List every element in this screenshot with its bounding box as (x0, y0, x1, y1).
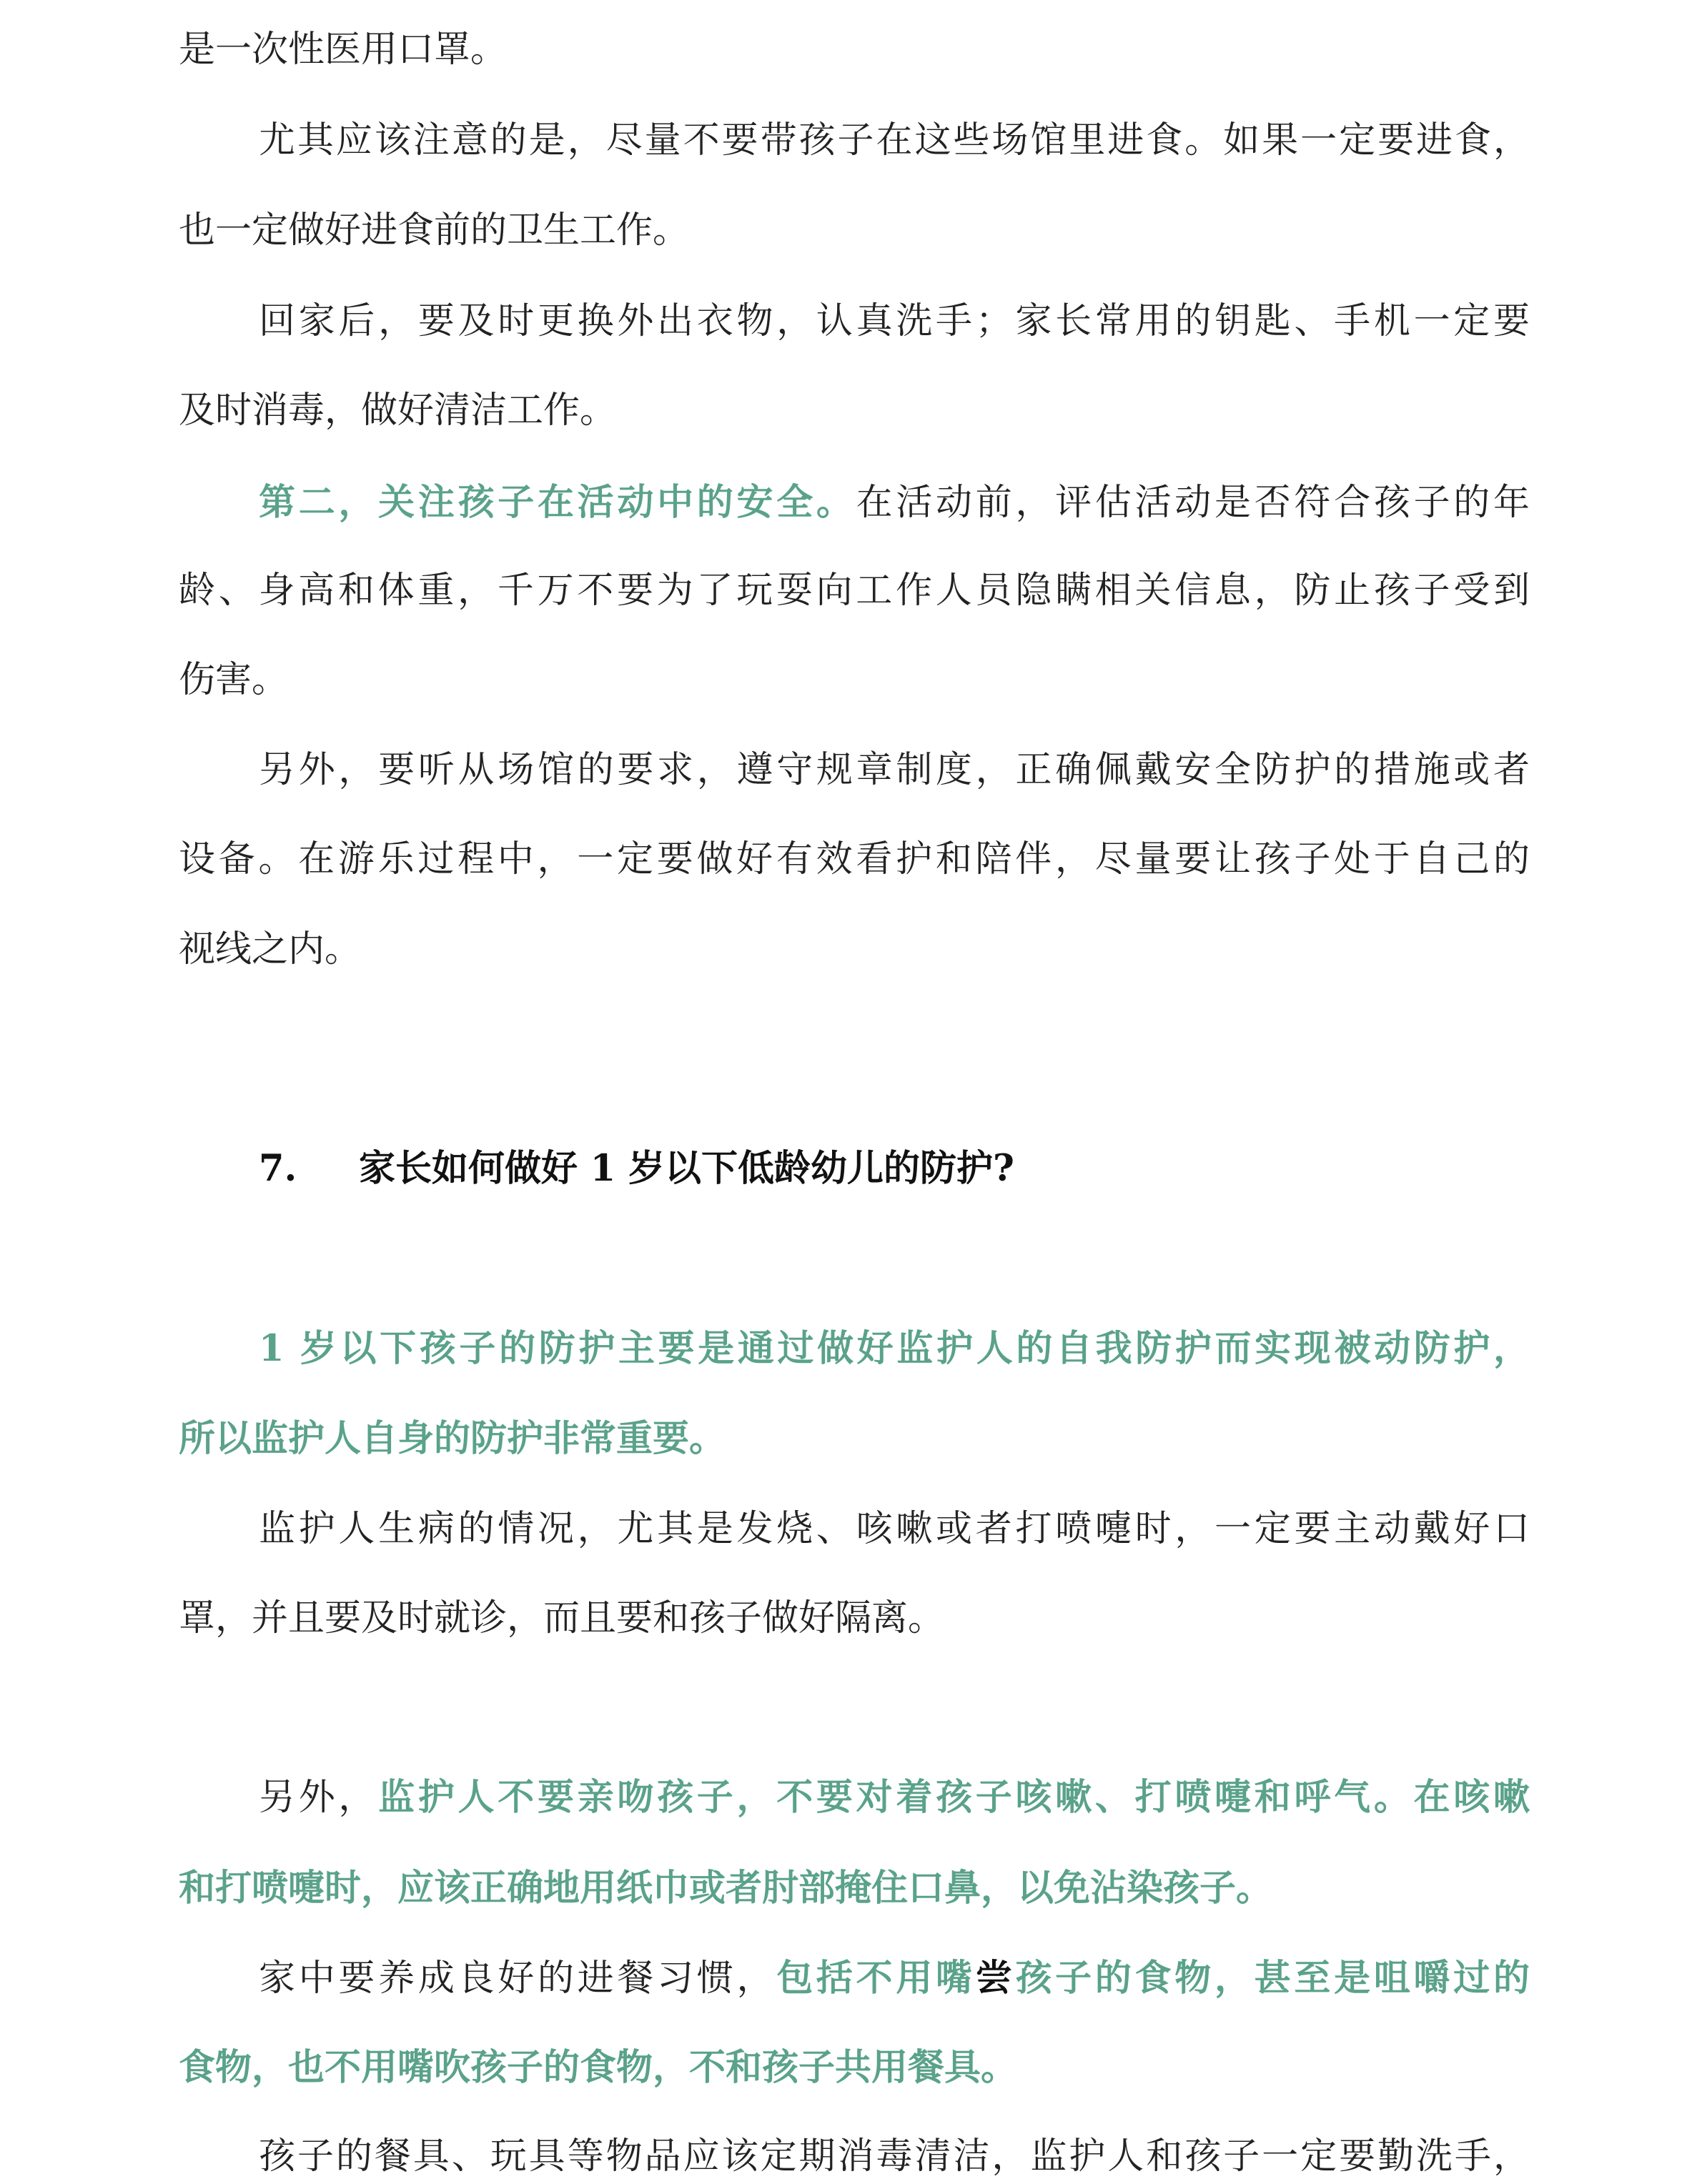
paragraph-8-line-1 (259, 1772, 1530, 1822)
paragraph-2-line-2: 也一定做好进食前的卫生工作。 (179, 209, 690, 252)
highlight-text: 第二，关注孩子在活动中的安全。 (259, 481, 856, 524)
paragraph-6-line-1: 1 岁以下孩子的防护主要是通过做好监护人的自我防护而实现被动防护， (259, 1327, 1530, 1370)
paragraph-4-line-2: 龄、身高和体重，千万不要为了玩耍向工作人员隐瞒相关信息，防止孩子受到 (179, 570, 1530, 612)
paragraph-text: 家中要养成良好的进餐习惯， (259, 1957, 777, 2000)
section-heading (259, 1143, 1014, 1193)
paragraph-1-line-1: 是一次性医用口罩。 (179, 29, 508, 71)
paragraph-9-line-1 (259, 1953, 1530, 2003)
paragraph-5-line-2: 设备。在游乐过程中，一定要做好有效看护和陪伴，尽量要让孩子处于自己的 (179, 838, 1530, 880)
paragraph-7-line-1: 监护人生病的情况，尤其是发烧、咳嗽或者打喷嚏时，一定要主动戴好口 (259, 1508, 1530, 1550)
paragraph-10-line-1: 孩子的餐具、玩具等物品应该定期消毒清洁，监护人和孩子一定要勤洗手， (259, 2135, 1530, 2178)
heading-text: 家长如何做好 1 岁以下低龄幼儿的防护? (359, 1147, 1014, 1190)
paragraph-text: 在活动前，评估活动是否符合孩子的年 (856, 482, 1530, 524)
paragraph-9-line-2: 食物，也不用嘴吹孩子的食物，不和孩子共用餐具。 (179, 2046, 1018, 2089)
highlight-text: 孩子的食物，甚至是咀嚼过的 (1015, 1957, 1530, 2000)
paragraph-5-line-1: 另外，要听从场馆的要求，遵守规章制度，正确佩戴安全防护的措施或者 (259, 749, 1530, 791)
paragraph-3-line-2: 及时消毒，做好清洁工作。 (179, 389, 617, 432)
paragraph-8-line-2: 和打喷嚏时，应该正确地用纸巾或者肘部掩住口鼻，以免沾染孩子。 (179, 1867, 1273, 1910)
paragraph-4-line-3: 伤害。 (179, 659, 289, 701)
highlight-text: 包括不用嘴 (776, 1957, 976, 2000)
emphasis-char: 尝 (975, 1957, 1016, 2000)
paragraph-4-line-1 (259, 477, 1530, 527)
paragraph-7-line-2: 罩，并且要及时就诊，而且要和孩子做好隔离。 (179, 1597, 945, 1639)
paragraph-6-line-2: 所以监护人自身的防护非常重要。 (179, 1417, 726, 1460)
highlight-text: 监护人不要亲吻孩子，不要对着孩子咳嗽、打喷嚏和呼气。在咳嗽 (378, 1776, 1530, 1819)
paragraph-5-line-3: 视线之内。 (179, 928, 362, 971)
paragraph-text: 另外， (259, 1777, 379, 1819)
paragraph-3-line-1: 回家后，要及时更换外出衣物，认真洗手；家长常用的钥匙、手机一定要 (259, 300, 1530, 342)
heading-number: 7. (259, 1147, 297, 1190)
paragraph-2-line-1: 尤其应该注意的是，尽量不要带孩子在这些场馆里进食。如果一定要进食， (259, 119, 1530, 162)
